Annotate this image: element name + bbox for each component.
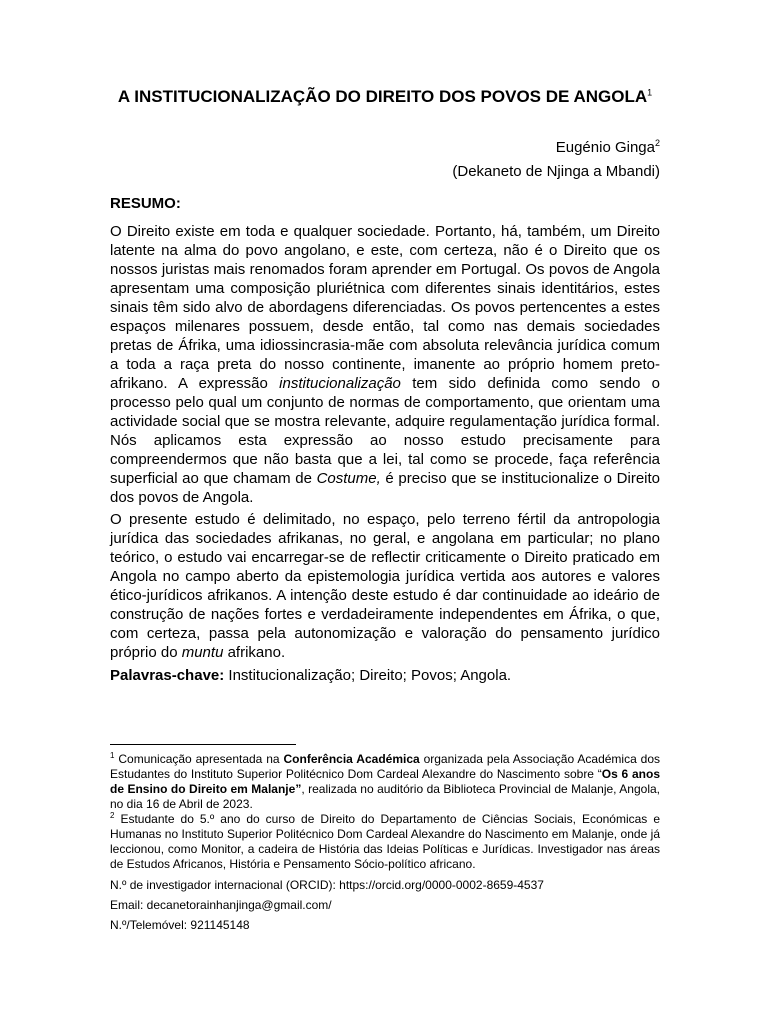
p1-italic-term: institucionalização <box>279 375 401 392</box>
keywords-label: Palavras-chave: <box>110 667 225 684</box>
abstract-paragraph-1 <box>110 222 660 507</box>
fn2-text: Estudante do 5.º ano do curso de Direito do Departamento de Ciências Sociais, Económicas e Humanas no Instituto Superior Politécnico Dom Cardeal Alexandre do Nascimento em Malanje, onde já leccionou, como Monitor, a cadeira de História das Ideias Políticas e Jurídicas. Investigador nas áreas de Estudos Africanos, História e Pensamento Sócio-político africano. <box>110 812 660 871</box>
document-title <box>110 86 660 107</box>
abstract-heading: RESUMO: <box>110 195 181 212</box>
footnote-separator <box>110 744 296 745</box>
author-name-text: Eugénio Ginga <box>555 139 655 156</box>
fn1-bold-conference: Conferência Académica <box>283 752 420 766</box>
fn1-text-e: , realizada no auditório da Biblioteca Provincial de Malanje, Angola, no dia 16 de Abril de 2023. <box>110 782 660 811</box>
p2-text-b: afrikano. <box>223 644 286 661</box>
footnote-1 <box>110 752 660 812</box>
p1-italic-costume: Costume, <box>316 470 381 487</box>
orcid-line: N.º de investigador internacional (ORCID): https://orcid.org/0000-0002-8659-4537 <box>110 878 544 892</box>
fn1-text-c: organizada pela Associação Académica dos Estudantes do Instituto Superior Politécnico Dom Cardeal Alexandre do Nascimento sobre “ <box>110 752 661 781</box>
title-footnote-ref: 1 <box>647 87 653 98</box>
title-text: A INSTITUCIONALIZAÇÃO DO DIREITO DOS POVOS DE ANGOLA <box>117 87 648 106</box>
keywords <box>110 666 511 685</box>
p1-text-b: tem sido definida como sendo o processo pelo qual um conjunto de normas de comportamento, que orientam uma actividade social que se mostra relevante, adquire regulamentação jurídica formal. Nós aplicamos esta expressão ao nosso estudo precisamente para compreendermos que não basta que a lei, tal como se procede, faça referência superficial ao que chamam de <box>110 375 660 487</box>
author-footnote-ref: 2 <box>654 138 660 148</box>
footnote-2 <box>110 812 660 872</box>
fn1-text-a: Comunicação apresentada na <box>114 752 284 766</box>
fn1-bold-topic: Os 6 anos de Ensino do Direito em Malanje” <box>110 767 661 796</box>
author-affiliation: (Dekaneto de Njinga a Mbandi) <box>452 163 660 180</box>
keywords-value: Institucionalização; Direito; Povos; Angola. <box>224 667 512 684</box>
footnote-2-marker: 2 <box>110 811 115 820</box>
p2-text-a: O presente estudo é delimitado, no espaço, pelo terreno fértil da antropologia jurídica das sociedades afrikanas, no geral, e angolana em particular; no plano teórico, o estudo vai encarregar-se de reflectir criticamente o Direito praticado em Angola no campo aberto da epistemologia jurídica vertida aos autores e valores ético-jurídicos afrikanos. A intenção deste estudo é dar continuidade ao ideário de construção de nações fortes e verdadeiramente independentes em Áfrika, o que, com certeza, passa pela autonomização e valoração do pensamento jurídico próprio do <box>110 511 660 661</box>
p1-text-c: é preciso que se institucionalize o Direito dos povos de Angola. <box>110 470 660 506</box>
phone-line: N.º/Telemóvel: 921145148 <box>110 918 250 932</box>
email-line: Email: decanetorainhanjinga@gmail.com/ <box>110 898 332 912</box>
p1-text-a: O Direito existe em toda e qualquer sociedade. Portanto, há, também, um Direito latente na alma do povo angolano, e este, com certeza, não é o Direito que os nossos juristas mais renomados foram aprender em Portugal. Os povos de Angola apresentam uma composição pluriétnica com diferentes sinais identitários, estes sinais têm sido alvo de abordagens diferenciadas. Os povos pertencentes a estes espaços milenares possuem, desde então, tal como nas demais sociedades pretas de Áfrika, uma idiossincrasia-mãe com absoluta relevância jurídica comum a toda a raça preta do nosso continente, imanente ao próprio homem preto-afrikano. A expressão <box>110 223 660 392</box>
abstract-paragraph-2 <box>110 510 660 662</box>
footnote-1-marker: 1 <box>110 751 115 760</box>
author-name <box>556 139 660 157</box>
p2-italic-muntu: muntu <box>181 644 224 661</box>
